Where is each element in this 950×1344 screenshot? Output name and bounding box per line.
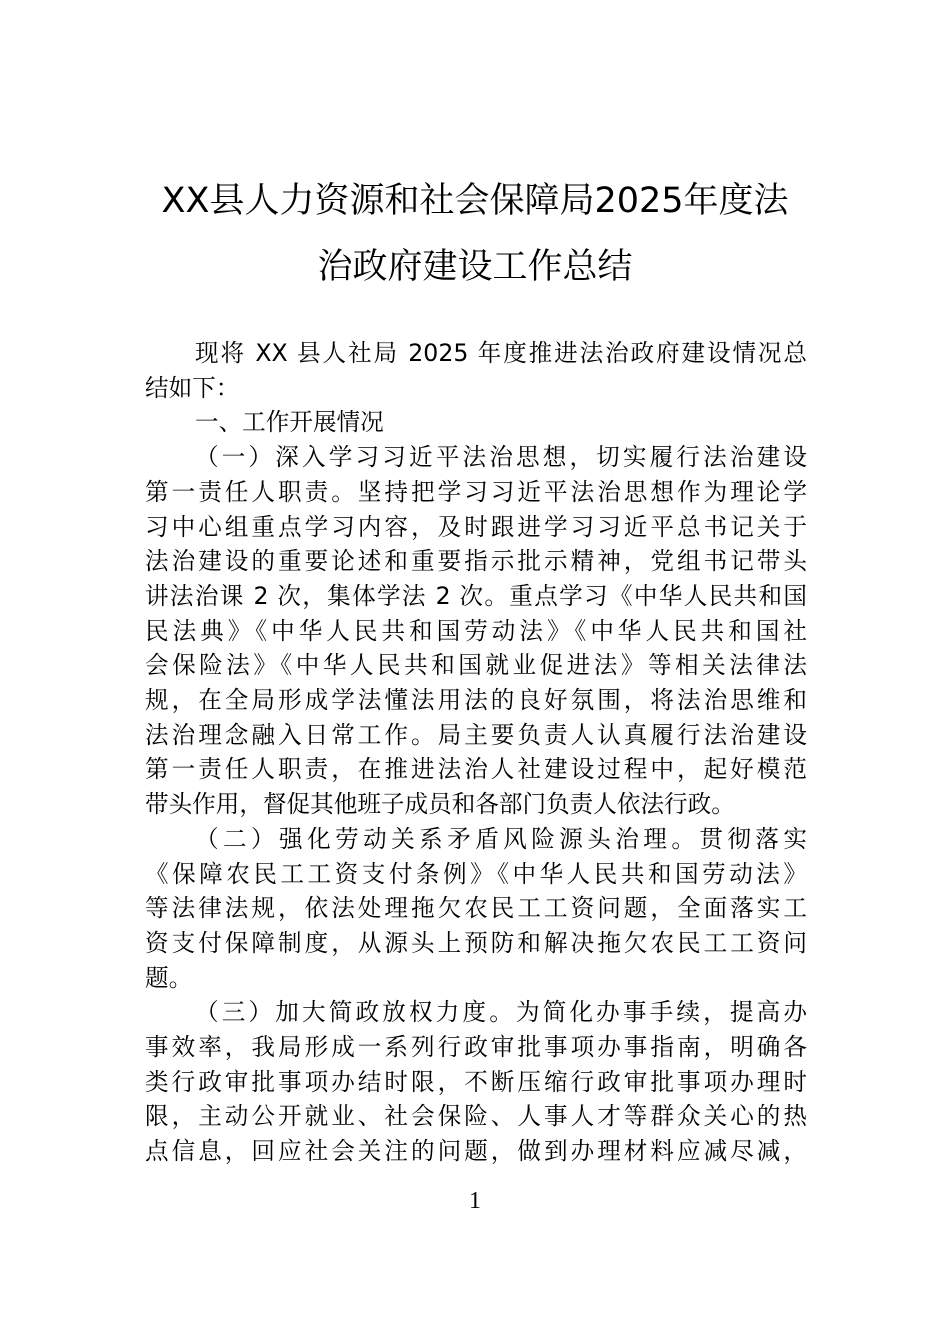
text-line: （二）强化劳动关系矛盾风险源头治理。贯彻落实 xyxy=(195,824,807,853)
text-line: 习中心组重点学习内容，及时跟进学习习近平总书记关于 xyxy=(145,512,807,541)
text-line: 题。 xyxy=(145,963,193,992)
text-line: 结如下： xyxy=(145,373,240,402)
text-line: 规，在全局形成学法懂法用法的良好氛围，将法治思维和 xyxy=(145,686,807,715)
text-line: 一、工作开展情况 xyxy=(195,408,384,437)
text-line: 资支付保障制度，从源头上预防和解决拖欠农民工工资问 xyxy=(145,928,807,957)
text-line: 事效率，我局形成一系列行政审批事项办事指南，明确各 xyxy=(145,1033,807,1062)
text-line: 民法典》《中华人民共和国劳动法》《中华人民共和国社 xyxy=(145,616,807,645)
page-number: 1 xyxy=(469,1188,481,1214)
text-line: （一）深入学习习近平法治思想，切实履行法治建设 xyxy=(195,443,807,472)
text-line: 法治理念融入日常工作。局主要负责人认真履行法治建设 xyxy=(145,720,807,749)
title-line-1: XX县人力资源和社会保障局2025年度法 xyxy=(161,181,789,221)
text-line: 《保障农民工工资支付条例》《中华人民共和国劳动法》 xyxy=(145,859,807,888)
text-line: 类行政审批事项办结时限，不断压缩行政审批事项办理时 xyxy=(145,1067,807,1096)
text-line: 现将 XX 县人社局 2025 年度推进法治政府建设情况总 xyxy=(195,339,807,367)
document-title xyxy=(120,168,830,300)
text-line: 讲法治课 2 次，集体学法 2 次。重点学习《中华人民共和国 xyxy=(145,581,807,610)
text-line: 法治建设的重要论述和重要指示批示精神，党组书记带头 xyxy=(145,547,807,576)
title-line-2: 治政府建设工作总结 xyxy=(317,247,633,287)
text-line: 限，主动公开就业、社会保险、人事人才等群众关心的热 xyxy=(145,1102,807,1131)
text-line: 点信息，回应社会关注的问题，做到办理材料应减尽减， xyxy=(145,1137,807,1166)
text-line: 第一责任人职责。坚持把学习习近平法治思想作为理论学 xyxy=(145,477,807,506)
text-line: 等法律法规，依法处理拖欠农民工工资问题，全面落实工 xyxy=(145,894,807,923)
document-body xyxy=(145,336,807,1169)
text-line: 会保险法》《中华人民共和国就业促进法》等相关法律法 xyxy=(145,651,807,680)
text-line: 第一责任人职责，在推进法治人社建设过程中，起好模范 xyxy=(145,755,807,784)
text-line: 带头作用，督促其他班子成员和各部门负责人依法行政。 xyxy=(145,790,735,819)
text-line: （三）加大简政放权力度。为简化办事手续，提高办 xyxy=(195,998,807,1027)
